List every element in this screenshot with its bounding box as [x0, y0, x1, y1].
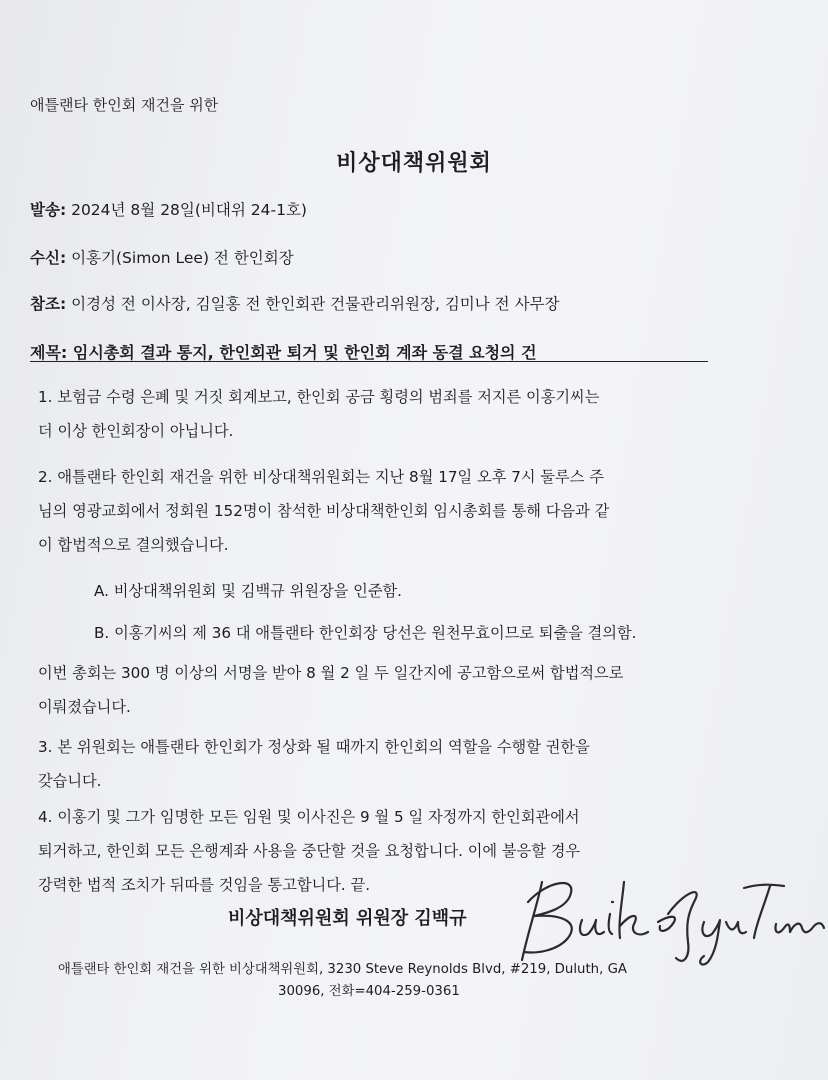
recipient-label: 수신: — [30, 249, 67, 267]
signatory-line: 비상대책위원회 위원장 김백규 — [228, 908, 467, 929]
document-title: 비상대책위원회 — [336, 151, 492, 176]
footer-address-line-2: 30096, 전화=404-259-0361 — [278, 984, 460, 999]
subject-divider — [30, 361, 708, 362]
paragraph-4-line-2: 갖습니다. — [38, 772, 102, 790]
paragraph-2-line-3: 이 합법적으로 결의했습니다. — [38, 536, 229, 554]
paragraph-2-line-1: 2. 애틀랜타 한인회 재건을 위한 비상대책위원회는 지난 8월 17일 오후 7시 둘루스 주 — [38, 468, 604, 486]
paragraph-5-line-1: 4. 이홍기 및 그가 임명한 모든 임원 및 이사진은 9 월 5 일 자정까지 한인회관에서 — [38, 808, 580, 826]
send-label: 발송: — [30, 201, 67, 219]
paragraph-4-line-1: 3. 본 위원회는 애틀랜타 한인회가 정상화 될 때까지 한인회의 역할을 수행할 권한을 — [38, 738, 590, 756]
header-org: 애틀랜타 한인회 재건을 위한 — [30, 96, 219, 114]
paragraph-5-line-2: 퇴거하고, 한인회 모든 은행계좌 사용을 중단할 것을 요청합니다. 이에 불응할 경우 — [38, 842, 581, 860]
recipient-line — [30, 246, 294, 268]
paragraph-1-line-2: 더 이상 한인회장이 아닙니다. — [38, 422, 234, 440]
resolution-item-a: A. 비상대책위원회 및 김백규 위원장을 인준함. — [94, 582, 402, 600]
recipient-value: 이홍기(Simon Lee) 전 한인회장 — [66, 249, 294, 267]
paragraph-3-line-1: 이번 총회는 300 명 이상의 서명을 받아 8 월 2 일 두 일간지에 공고함으로써 합법적으로 — [38, 664, 624, 682]
send-value: 2024년 8월 28일(비대위 24-1호) — [66, 201, 307, 219]
subject-line: 제목: 임시총회 결과 통지, 한인회관 퇴거 및 한인회 계좌 동결 요청의 건 — [30, 343, 537, 362]
send-line — [30, 198, 307, 220]
cc-line — [30, 292, 560, 314]
footer-address-line-1: 애틀랜타 한인회 재건을 위한 비상대책위원회, 3230 Steve Reynolds Blvd, #219, Duluth, GA — [58, 962, 627, 977]
paragraph-3 — [38, 656, 718, 724]
paragraph-3-line-2: 이뤄졌습니다. — [38, 698, 131, 716]
paragraph-1 — [38, 380, 718, 448]
paragraph-1-line-1: 1. 보험금 수령 은폐 및 거짓 회계보고, 한인회 공금 횡령의 범죄를 저지른 이홍기씨는 — [38, 388, 600, 406]
paragraph-5-line-3: 강력한 법적 조치가 뒤따를 것임을 통고합니다. 끝. — [38, 876, 371, 894]
cc-label: 참조: — [30, 295, 67, 313]
paragraph-2 — [38, 460, 718, 562]
paragraph-2-line-2: 님의 영광교회에서 정회원 152명이 참석한 비상대책한인회 임시총회를 통해 다음과 같 — [38, 502, 610, 520]
paragraph-4 — [38, 730, 718, 798]
handwritten-signature — [508, 862, 828, 972]
resolution-item-b: B. 이홍기씨의 제 36 대 애틀랜타 한인회장 당선은 원천무효이므로 퇴출을 결의함. — [94, 624, 637, 642]
cc-value: 이경성 전 이사장, 김일홍 전 한인회관 건물관리위원장, 김미나 전 사무장 — [66, 295, 560, 313]
